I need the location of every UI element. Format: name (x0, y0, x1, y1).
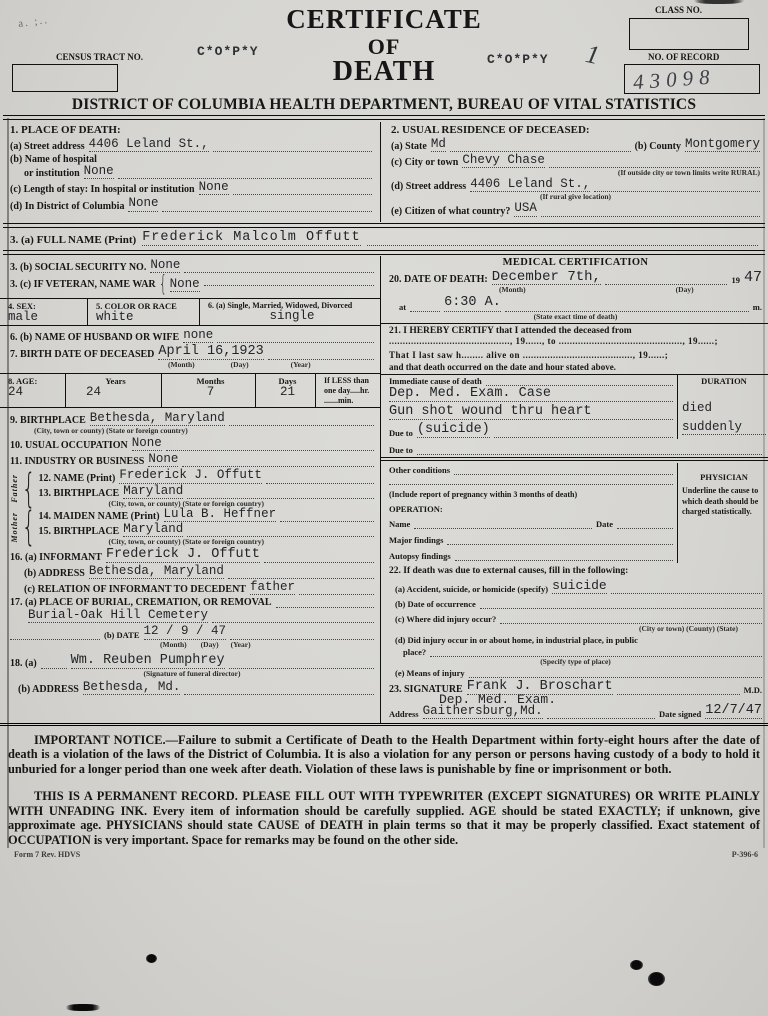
field-label: 12. NAME (Print) (38, 472, 116, 484)
census-tract-label: CENSUS TRACT NO. (56, 52, 143, 62)
duration-value: died (682, 400, 713, 415)
field-label: (b) County (634, 141, 681, 153)
personal-column (0, 256, 380, 723)
field-value: Wm. Reuben Pumphrey (70, 652, 225, 668)
record-no-label: NO. OF RECORD (648, 52, 720, 62)
section-separator (381, 323, 768, 324)
brace-glyph: { (21, 503, 36, 550)
day-note: (Day) (200, 639, 219, 649)
field-value: Burial-Oak Hill Cemetery (28, 608, 209, 623)
field-value: Maryland (123, 483, 184, 498)
field-label: Date (596, 519, 613, 530)
field-value: Montgomery (684, 137, 760, 151)
field-label: 13. BIRTHPLACE (38, 487, 120, 499)
month-note: (Month) (168, 360, 195, 370)
field-label: 14. MAIDEN NAME (Print) (38, 510, 160, 522)
department-line: DISTRICT OF COLUMBIA HEALTH DEPARTMENT, BUREAU OF VITAL STATISTICS (71, 96, 697, 113)
physician-column (677, 463, 768, 563)
year-value: 47 (743, 268, 762, 286)
double-rule (3, 223, 765, 228)
day-note: (Day) (230, 360, 249, 370)
field-label: Autopsy findings (389, 551, 451, 562)
field-note: (Signature of funeral director) (143, 668, 241, 678)
handwritten-mark: 1 (583, 38, 602, 71)
field-label: (a) State (391, 141, 427, 153)
copy-stamp-right: C*O*P*Y (487, 52, 549, 67)
field-value: suicide (552, 578, 607, 594)
scan-edge-line (7, 118, 9, 848)
field-value: None (169, 276, 200, 291)
cell-value: 7 (206, 385, 215, 400)
cell-value: 24 (8, 385, 24, 400)
field-note: (City, town or county) (State or foreign country) (34, 426, 188, 436)
certify-line: and that death occurred on the date and hour stated above. (389, 361, 616, 372)
field-value: None (150, 257, 181, 272)
days-cell (256, 374, 316, 407)
cause-of-death-box (381, 374, 768, 440)
field-value: Maryland (123, 521, 184, 536)
cell-value: 21 (279, 385, 295, 400)
ink-blot (630, 960, 643, 970)
field-label: (c) City or town (391, 157, 459, 169)
full-name-value: Frederick Malcolm Offutt (142, 229, 361, 245)
field-label: (b) ADDRESS (24, 568, 85, 580)
class-no-box (629, 18, 749, 50)
field-label: place? (403, 646, 427, 657)
field-label: (b) ADDRESS (18, 683, 79, 695)
field-value: USA (514, 201, 537, 216)
top-sections (0, 122, 768, 222)
field-value: None (131, 436, 162, 451)
md-suffix: M.D. (743, 684, 762, 695)
field-label: Immediate cause of death (389, 375, 482, 386)
title-line3: DEATH (332, 56, 436, 87)
field-label: (e) Means of injury (395, 667, 465, 678)
field-label: 10. USUAL OCCUPATION (10, 440, 128, 452)
field-value: None (148, 452, 179, 467)
date-signed-value: 12/7/47 (705, 702, 762, 718)
address-value: Gaithersburg,Md. (422, 703, 543, 718)
scan-edge-line (763, 118, 765, 848)
field-value: April 16,1923 (158, 343, 264, 359)
duration-header: DURATION (701, 375, 747, 386)
ink-blot (648, 972, 665, 986)
address-label: Address (389, 708, 419, 719)
column-header: Months (196, 376, 225, 387)
full-name-label: 3. (a) FULL NAME (Print) (10, 233, 137, 246)
father-side-label: Father (10, 474, 19, 503)
census-tract-box (12, 64, 118, 92)
sex-cell (0, 299, 88, 325)
field-label: 11. INDUSTRY OR BUSINESS (10, 456, 145, 468)
field-label: 20. DATE OF DEATH: (389, 274, 488, 286)
section-heading: 1. PLACE OF DEATH: (10, 124, 121, 136)
field-value: 12 / 9 / 47 (143, 624, 227, 639)
field-value: (suicide) (416, 421, 490, 437)
field-label: (d) In District of Columbia (10, 200, 125, 212)
field-label: 18. (a) (10, 657, 37, 669)
field-value: None (198, 180, 229, 195)
months-cell (162, 374, 256, 407)
other-conditions-box (381, 463, 768, 563)
column-header: Years (105, 376, 126, 387)
month-note: (Month) (160, 639, 187, 649)
field-label: (b) Name of hospital (10, 154, 97, 166)
form-footer (14, 850, 758, 859)
date-signed-label: Date signed (659, 708, 702, 719)
field-value: Chevy Chase (462, 153, 545, 168)
place-of-death-section (0, 122, 380, 222)
column-header: 4. SEX: (8, 300, 36, 311)
full-name-row (0, 229, 768, 249)
certificate-header (0, 0, 768, 94)
signature-title: Dep. Med. Exam. (439, 691, 557, 707)
mother-group (10, 503, 374, 550)
section-heading: 2. USUAL RESIDENCE OF DECEASED: (391, 124, 590, 136)
pencil-marks: a. ;.. (17, 13, 50, 31)
field-label: 17. (a) PLACE OF BURIAL, CREMATION, OR REMOVAL (10, 597, 272, 609)
cell-value: white (96, 309, 134, 324)
field-note: (Specify type of place) (540, 656, 611, 666)
field-label: (a) Accident, suicide, or homicide (specify) (395, 583, 549, 594)
medical-column (380, 256, 768, 723)
brace-glyph: { (21, 465, 36, 512)
field-label: (b) Date of occurrence (395, 598, 476, 609)
race-cell (88, 299, 200, 325)
cause-value-line1: Dep. Med. Exam. Case (389, 387, 673, 402)
duration-value: suddenly (682, 421, 766, 435)
field-label: or institution (24, 168, 80, 180)
year-note: (Year) (230, 639, 251, 649)
medical-certification-heading: MEDICAL CERTIFICATION (502, 256, 649, 268)
field-value: Bethesda, Maryland (88, 564, 224, 579)
field-label: 16. (a) INFORMANT (10, 552, 102, 564)
mother-side-label: Mother (10, 511, 19, 542)
year-note: (Year) (290, 360, 311, 370)
date-notes (10, 640, 374, 649)
ink-smear (66, 1004, 100, 1011)
years-cell (66, 374, 162, 407)
time-suffix: m. (752, 301, 762, 312)
less-than-day-cell: If LESS than one day.....hr. .......min. (324, 376, 370, 406)
field-label: Name (389, 519, 411, 530)
physician-header: PHYSICIAN (700, 472, 748, 483)
cell-value: single (269, 309, 315, 324)
age-cell (0, 374, 66, 407)
field-value: father (249, 580, 295, 595)
column-header: 6. (a) Single, Married, Widowed, Divorced (208, 300, 353, 310)
certify-line: ............................................, 19......, to ............................................., 19......; (389, 335, 718, 346)
day-note: (Day) (675, 285, 694, 295)
ink-blot (146, 954, 157, 963)
column-header: Days (278, 376, 297, 387)
field-value: 4406 Leland St., (88, 137, 209, 151)
cause-value-line2: Gun shot wound thru heart (389, 405, 673, 420)
pregnancy-note: (Include report of pregnancy within 3 months of death) (389, 490, 578, 500)
month-note: (Month) (499, 285, 526, 295)
field-value: Bethesda, Md. (82, 679, 181, 694)
field-note: (City, town, or county) (State or foreign country) (108, 536, 265, 546)
double-rule (3, 250, 765, 255)
external-causes-heading: 22. If death was due to external causes, fill in the following: (389, 566, 629, 577)
field-value: None (128, 196, 159, 211)
field-label: (d) Did injury occur in or about home, in industrial place, in public (395, 634, 638, 645)
field-value: Bethesda, Maryland (89, 411, 225, 426)
field-label: (c) RELATION OF INFORMANT TO DECEDENT (24, 584, 246, 596)
column-header: 5. COLOR OR RACE (96, 300, 177, 311)
class-no-label: CLASS NO. (655, 5, 703, 15)
field-value: none (183, 327, 214, 342)
signature-value: Frank J. Broschart (466, 678, 613, 694)
field-label: 15. BIRTHPLACE (38, 525, 120, 537)
cause-fields (381, 375, 677, 440)
signature-label: 23. SIGNATURE (389, 683, 463, 695)
field-label: 3. (b) SOCIAL SECURITY NO. (10, 261, 147, 273)
certify-line: That I last saw h........ alive on ........................................, 19......; (389, 349, 669, 360)
time-note: (State exact time of death) (533, 311, 618, 321)
title-line2: OF (367, 34, 401, 59)
field-label: (b) DATE (104, 629, 140, 640)
marital-cell (200, 299, 380, 325)
important-notice: IMPORTANT NOTICE.—Failure to submit a Certificate of Death to the Health Department within forty-eight hours after the date of death is a violation of the laws of the District of Columbia. It is also a violation for any person or persons having custody of a body to hold it unburied for a longer period than one week after death. Violation of these laws is punishable by fine or imprisonment or both. (8, 732, 760, 776)
field-label: Other conditions (389, 465, 451, 476)
field-label: (c) Length of stay: In hospital or institution (10, 184, 195, 196)
field-value: Frederick J. Offutt (119, 468, 262, 483)
field-label: (e) Citizen of what country? (391, 205, 511, 217)
field-label: (c) Where did injury occur? (395, 613, 497, 624)
column-header: 8. AGE: (8, 376, 38, 387)
field-label: 9. BIRTHPLACE (10, 415, 86, 427)
title-line1: CERTIFICATE (286, 4, 482, 34)
field-note: (If rural give location) (539, 192, 612, 202)
double-separator (381, 457, 768, 461)
field-value: December 7th, (491, 268, 601, 285)
field-label: (d) Street address (391, 181, 467, 193)
form-body (0, 256, 768, 726)
field-label: (a) Street address (10, 141, 85, 153)
year-prefix: 19 (731, 275, 740, 286)
field-label: 3. (c) IF VETERAN, NAME WAR (10, 279, 156, 291)
time-value: 6:30 A. (444, 295, 501, 311)
field-label: 7. BIRTH DATE OF DECEASED (10, 349, 155, 361)
date-notes (10, 360, 374, 369)
certify-line: 21. I HEREBY CERTIFY that I attended the deceased from (389, 325, 632, 336)
time-prefix: at (399, 301, 407, 312)
sex-race-marital-table (0, 298, 380, 326)
field-label: Major findings (389, 535, 444, 546)
field-value: None (83, 164, 114, 179)
double-rule (3, 115, 765, 120)
field-note: (City or town) (County) (State) (638, 623, 738, 633)
record-no-box (624, 64, 760, 94)
field-value: Frederick J. Offutt (105, 546, 260, 562)
page-number: P-396-6 (731, 850, 758, 860)
field-note: (City, town, or county) (State or foreign country) (108, 498, 265, 508)
field-value: Lula B. Heffner (163, 506, 277, 521)
age-table (0, 373, 380, 408)
father-group (10, 465, 374, 512)
permanent-record-notice: THIS IS A PERMANENT RECORD. PLEASE FILL OUT WITH TYPEWRITER (EXCEPT SIGNATURES) OR WRITE PLAINLY WITH UNFADING INK. Every item of information should be carefully supplied. AGE should be stated EXACTLY; if unknown, give approximate age. PHYSICIANS should state CAUSE of DEATH in plain terms so that it may be properly classified. Exact statement of OCCUPATION is very important. Space for remarks may be found on the other side. (8, 789, 760, 847)
field-value: Md (430, 137, 446, 151)
form-number: Form 7 Rev. HDVS (14, 850, 81, 860)
date-notes (389, 285, 762, 294)
duration-column (677, 375, 768, 440)
field-note: (If outside city or town limits write RURAL) (617, 168, 760, 178)
operation-label: OPERATION: (389, 504, 443, 515)
field-label: Due to (389, 445, 413, 456)
field-value: 4406 Leland St., (470, 177, 591, 192)
record-no-value: 43098 (632, 64, 717, 95)
copy-stamp-left: C*O*P*Y (197, 44, 259, 59)
brace-glyph: { (158, 271, 167, 297)
cell-value: 24 (86, 385, 102, 400)
field-label: 6. (b) NAME OF HUSBAND OR WIFE (10, 331, 180, 343)
field-label: Due to (389, 428, 413, 439)
other-fields (381, 463, 677, 563)
usual-residence-section (380, 122, 768, 222)
cell-value: male (8, 309, 39, 324)
physician-note: Underline the cause to which death should be charged statistically. (682, 486, 759, 516)
